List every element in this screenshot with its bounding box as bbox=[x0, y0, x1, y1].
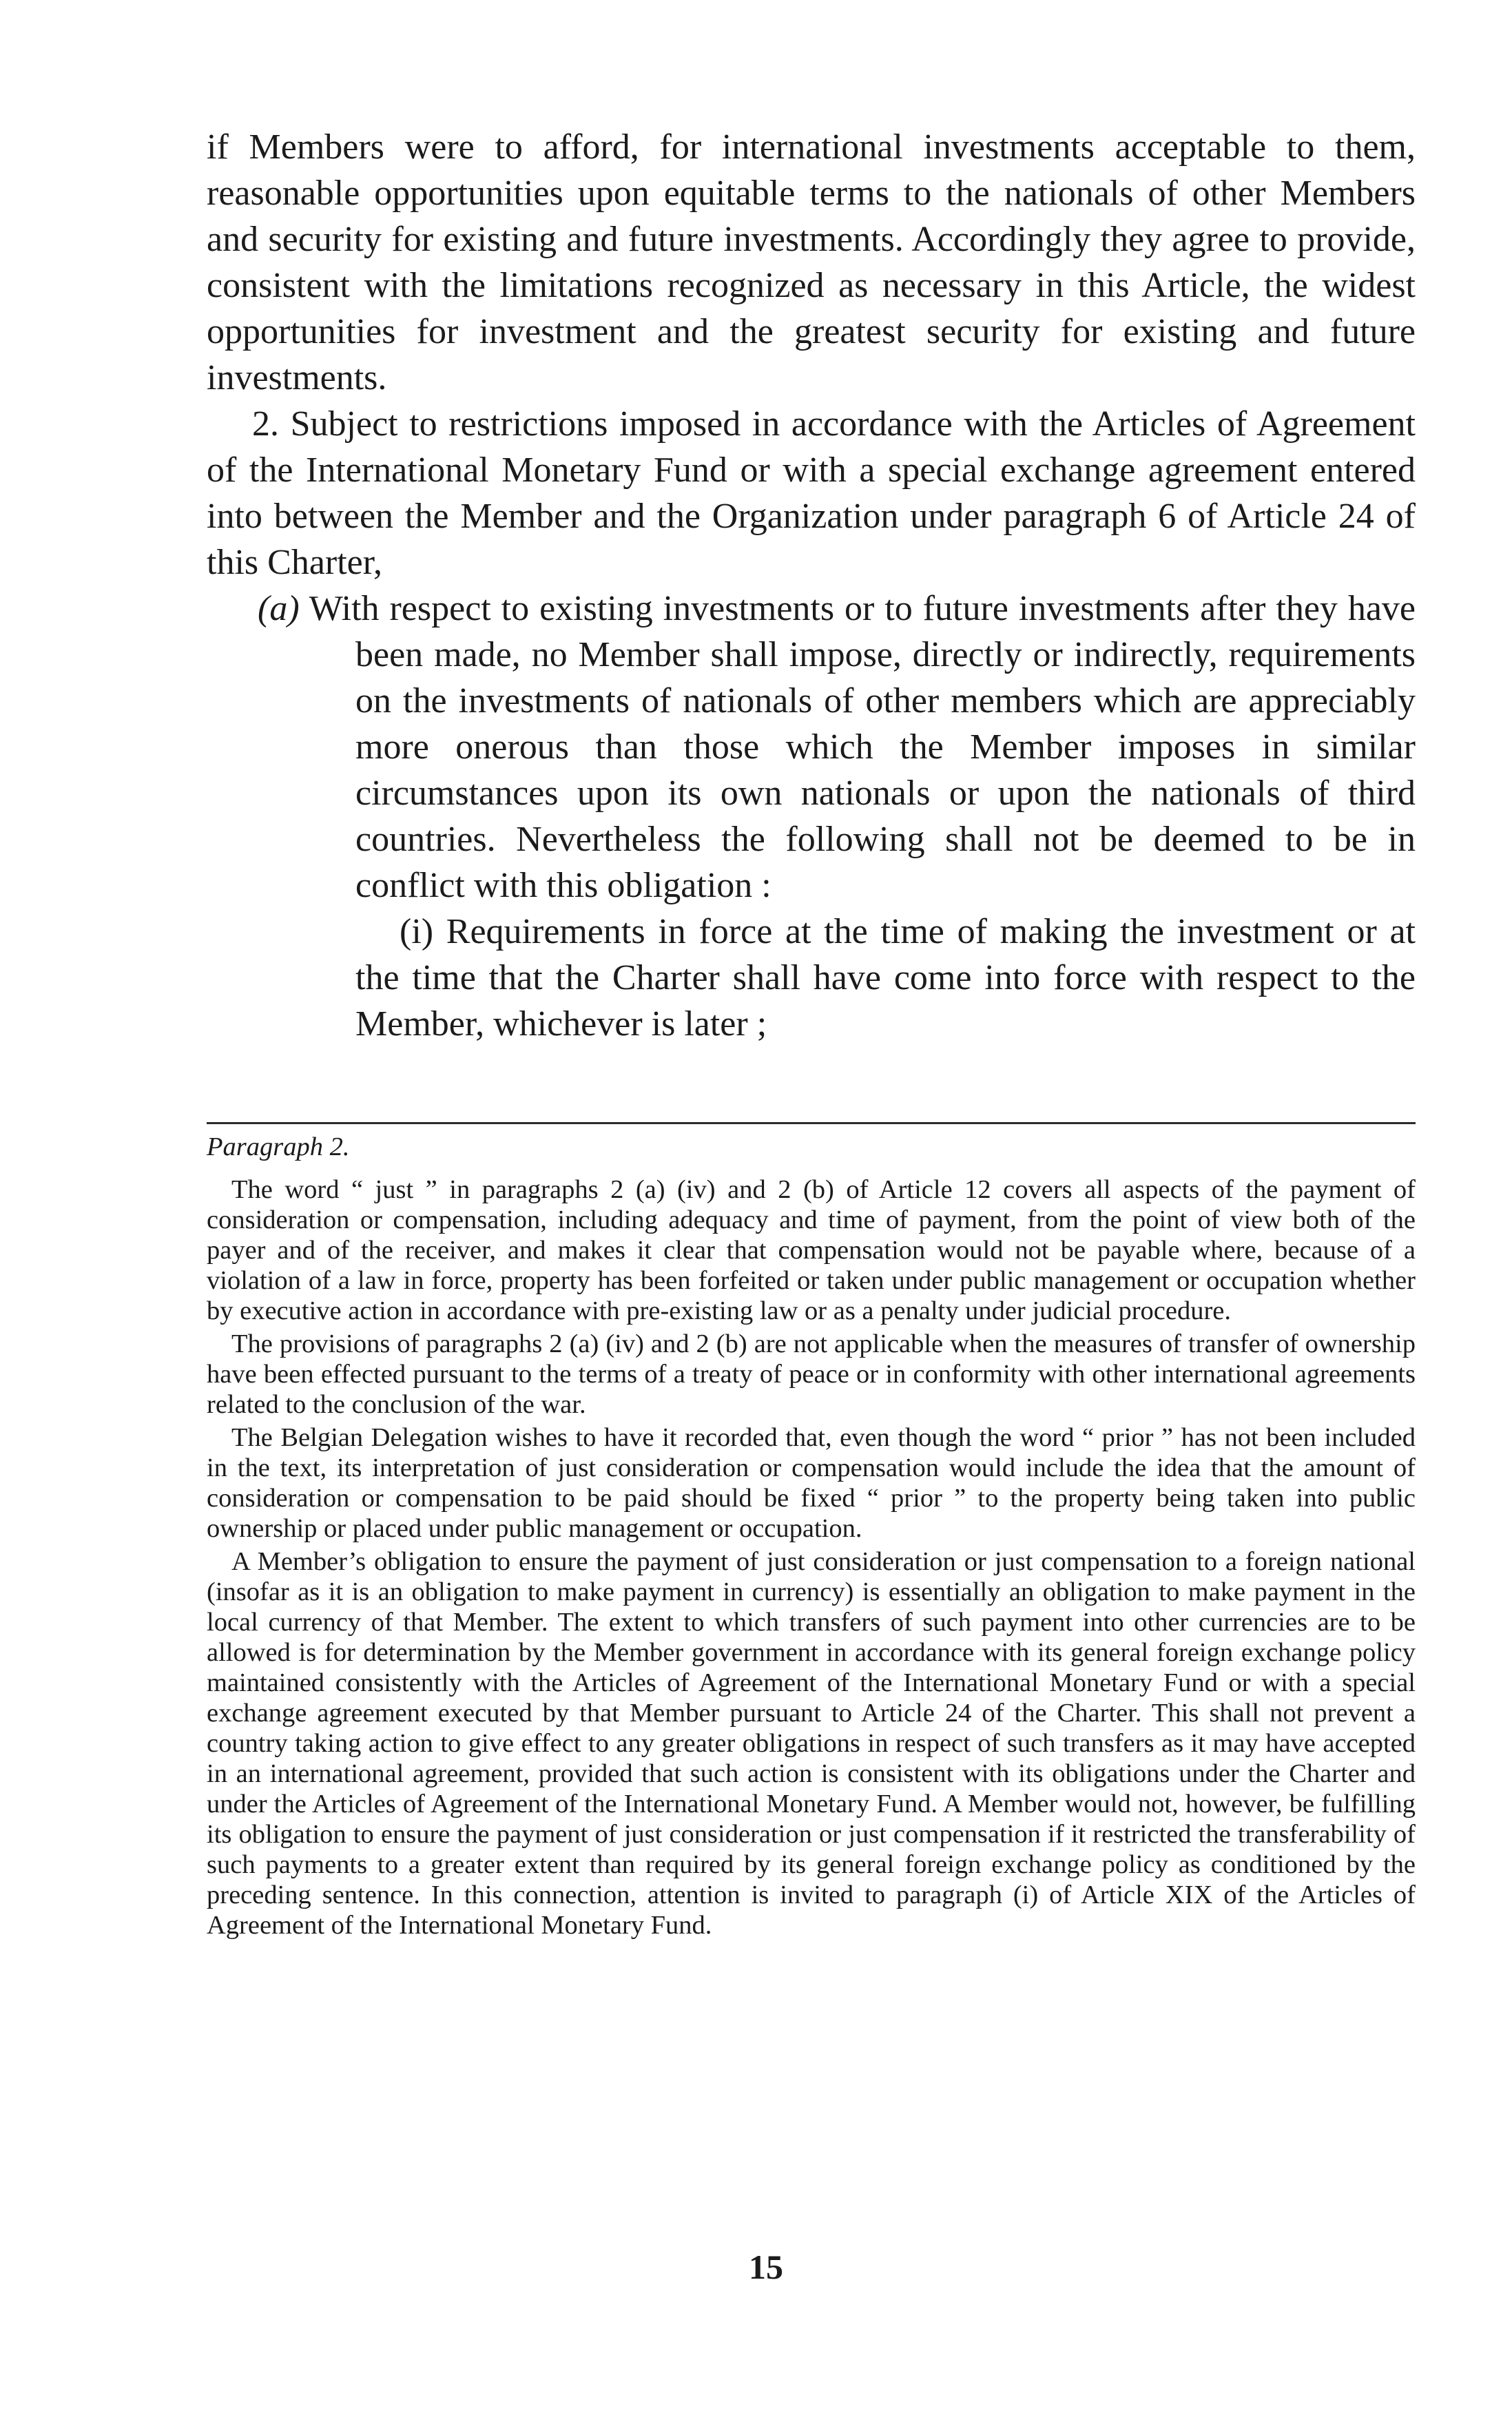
footnote-paragraph: The provisions of paragraphs 2 (a) (iv) and 2 (b) are not applicable when the measures of transfer of ownership have been effected pursuant to the terms of a treaty of peace or in conformity with other international agreements related to the conclusion of the war. bbox=[207, 1329, 1416, 1419]
footnote-divider bbox=[207, 1122, 1416, 1124]
paragraph-intro: if Members were to afford, for international investments acceptable to them, reasonable opportunities upon equitable terms to the nationals of other Members and security for existing and future investments. Accordingly they agree to provide, consistent with the limitations recognized as necessary in this Article, the widest opportunities for investment and the greatest security for existing and future investments. bbox=[207, 127, 1416, 397]
item-i: (i) Requirements in force at the time of making the investment or at the time that the Charter shall have come into force with respect to the Member, whichever is later ; bbox=[355, 912, 1416, 1044]
item-a-text: With respect to existing investments or to future investments after they have been made, no Member shall impose, directly or indirectly, requirements on the investments of nationals of other members which are appreciably more onerous than those which the Member imposes in similar circumstances upon its own nationals or upon the nationals of third countries. Nevertheless the following shall not be deemed to be in conflict with this obligation : bbox=[309, 589, 1416, 905]
main-text bbox=[207, 124, 1416, 1047]
footnotes bbox=[207, 1132, 1416, 1940]
item-a-label: (a) bbox=[258, 589, 300, 628]
paragraph-2: 2. Subject to restrictions imposed in accordance with the Articles of Agreement of the International Monetary Fund or with a special exchange agreement entered into between the Member and the Organization under paragraph 6 of Article 24 of this Charter, bbox=[207, 404, 1416, 582]
page-number: 15 bbox=[749, 2248, 783, 2286]
footnote-paragraph: A Member’s obligation to ensure the payment of just consideration or just compensation to a foreign national (insofar as it is an obligation to make payment in currency) is essentially an obligation to make payment in the local currency of that Member. The extent to which transfers of such payment into other currencies are to be allowed is for determination by the Member government in accordance with its general foreign exchange policy maintained consistently with the Articles of Agreement of the International Monetary Fund or with a special exchange agreement executed by that Member pursuant to Article 24 of the Charter. This shall not prevent a country taking action to give effect to any greater obligations in respect of such transfers as it may have accepted in an international agreement, provided that such action is consistent with its obligations under the Charter and under the Articles of Agreement of the International Monetary Fund. A Member would not, however, be fulfilling its obligation to ensure the payment of just consideration or just compensation if it restricted the transferability of such payments to a greater extent than required by its general foreign exchange policy as conditioned by the preceding sentence. In this connection, attention is invited to paragraph (i) of Article XIX of the Articles of Agreement of the International Monetary Fund. bbox=[207, 1547, 1416, 1940]
footnote-paragraph: The word “ just ” in paragraphs 2 (a) (iv) and 2 (b) of Article 12 covers all aspects of the payment of consideration or compensation, including adequacy and time of payment, from the point of view both of the payer and of the receiver, and makes it clear that compensation would not be payable where, because of a violation of a law in force, property has been forfeited or taken under public management or occupation whether by executive action in accordance with pre-existing law or as a penalty under judicial procedure. bbox=[207, 1175, 1416, 1325]
item-a bbox=[207, 586, 1416, 909]
footnote-heading: Paragraph 2. bbox=[207, 1132, 350, 1161]
footnote-paragraph: The Belgian Delegation wishes to have it recorded that, even though the word “ prior ” has not been included in the text, its interpretation of just consideration or compensation would include the idea that the amount of consideration or compensation to be paid should be fixed “ prior ” to the property being taken into public ownership or placed under public management or occupation. bbox=[207, 1423, 1416, 1543]
